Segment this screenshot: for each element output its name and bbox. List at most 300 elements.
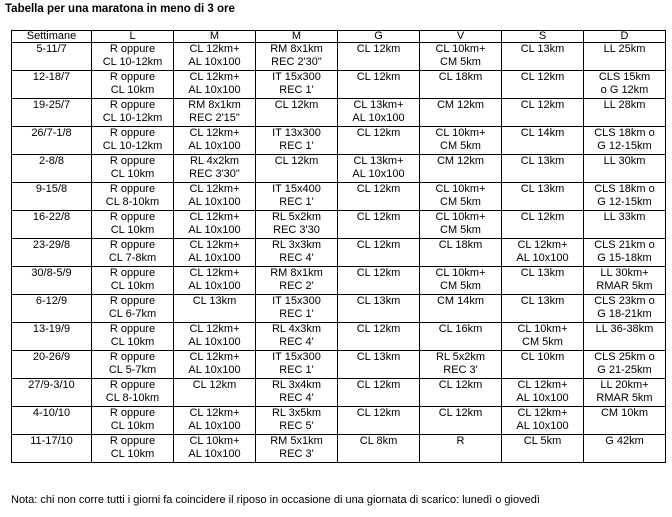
workout-line: REC 2'30" <box>271 56 322 68</box>
workout-cell-venerdi <box>420 155 502 183</box>
workout-line: R oppure <box>109 71 156 83</box>
workout-line: AL 10x100 <box>516 392 569 404</box>
workout-line: R oppure <box>109 155 156 167</box>
table-row <box>12 99 666 127</box>
workout-line: CL 10km+ <box>435 43 486 55</box>
table-row <box>12 267 666 295</box>
workout-line: CL 12km+ <box>189 71 240 83</box>
workout-line: LL 30km <box>603 155 646 167</box>
workout-cell-martedi <box>174 323 256 351</box>
workout-line: RMAR 5km <box>596 392 653 404</box>
workout-line: AL 10x100 <box>188 196 241 208</box>
workout-line: CL 12km <box>356 71 401 83</box>
workout-line: CL 10km+ <box>517 323 568 335</box>
week-cell: 9-15/8 <box>12 183 92 211</box>
workout-line: CL 13km <box>520 295 565 307</box>
workout-cell-sabato <box>502 127 584 155</box>
workout-cell-domenica <box>584 267 666 295</box>
workout-line: AL 10x100 <box>516 252 569 264</box>
training-table <box>11 30 666 463</box>
workout-cell-giovedi <box>338 295 420 323</box>
workout-cell-domenica <box>584 295 666 323</box>
workout-cell-sabato <box>502 267 584 295</box>
table-row <box>12 155 666 183</box>
workout-cell-domenica <box>584 379 666 407</box>
workout-cell-lunedi <box>92 183 174 211</box>
workout-cell-martedi <box>174 127 256 155</box>
workout-cell-martedi <box>174 351 256 379</box>
workout-line: AL 10x100 <box>188 84 241 96</box>
week-cell: 19-25/7 <box>12 99 92 127</box>
workout-line: CLS 25km o <box>594 351 655 363</box>
workout-cell-venerdi <box>420 71 502 99</box>
workout-line: CL 12km+ <box>517 407 568 419</box>
workout-line: CL 8km <box>359 435 398 447</box>
workout-line: AL 10x100 <box>188 140 241 152</box>
workout-line: R oppure <box>109 99 156 111</box>
workout-cell-sabato <box>502 351 584 379</box>
workout-line: IT 15x400 <box>272 183 321 195</box>
workout-cell-lunedi <box>92 267 174 295</box>
workout-line: LL 25km <box>603 43 646 55</box>
workout-line: CL 12km+ <box>189 127 240 139</box>
workout-cell-giovedi <box>338 99 420 127</box>
workout-cell-mercoledi <box>256 351 338 379</box>
week-cell: 23-29/8 <box>12 239 92 267</box>
workout-line: CL 10km <box>110 280 155 292</box>
workout-line: CL 10km <box>110 224 155 236</box>
workout-line: REC 4' <box>279 392 314 404</box>
workout-line: G 12-15km <box>597 140 652 152</box>
table-row <box>12 71 666 99</box>
workout-line: RMAR 5km <box>596 280 653 292</box>
workout-line: CL 12km+ <box>189 351 240 363</box>
workout-line: REC 3'30 <box>273 224 320 236</box>
workout-cell-sabato <box>502 183 584 211</box>
week-cell: 5-11/7 <box>12 43 92 71</box>
workout-line: CL 12km <box>520 99 565 111</box>
workout-line: CL 10km+ <box>435 267 486 279</box>
workout-cell-venerdi <box>420 351 502 379</box>
workout-cell-giovedi <box>338 351 420 379</box>
workout-line: CL 18km <box>438 239 483 251</box>
workout-line: RL 5x2km <box>435 351 486 363</box>
workout-line: CL 8-10km <box>105 196 160 208</box>
workout-line: REC 3'30" <box>189 168 240 180</box>
workout-cell-martedi <box>174 295 256 323</box>
workout-line: IT 13x300 <box>272 127 321 139</box>
workout-line: CL 12km <box>356 323 401 335</box>
workout-line: IT 15x300 <box>272 351 321 363</box>
workout-line: CL 10km+ <box>435 183 486 195</box>
workout-cell-domenica <box>584 155 666 183</box>
workout-line: AL 10x100 <box>352 112 405 124</box>
workout-line: CL 5km <box>523 435 562 447</box>
workout-line: AL 10x100 <box>188 224 241 236</box>
workout-line: AL 10x100 <box>188 252 241 264</box>
workout-line: CL 10-12km <box>102 140 163 152</box>
workout-line: CL 13km <box>356 295 401 307</box>
workout-cell-martedi <box>174 99 256 127</box>
table-row <box>12 239 666 267</box>
header-row <box>12 31 666 43</box>
workout-cell-mercoledi <box>256 435 338 463</box>
workout-cell-giovedi <box>338 323 420 351</box>
workout-line: RM 8x1km <box>270 267 323 279</box>
workout-line: AL 10x100 <box>352 168 405 180</box>
table-row <box>12 351 666 379</box>
table-row <box>12 323 666 351</box>
workout-cell-domenica <box>584 351 666 379</box>
workout-line: AL 10x100 <box>516 420 569 432</box>
workout-cell-venerdi <box>420 239 502 267</box>
workout-cell-mercoledi <box>256 379 338 407</box>
workout-line: CL 13km <box>356 351 401 363</box>
table-body <box>12 43 666 463</box>
table-row <box>12 183 666 211</box>
column-header-sabato: S <box>502 31 584 43</box>
table-row <box>12 295 666 323</box>
workout-line: CL 13km <box>520 155 565 167</box>
workout-line: AL 10x100 <box>188 448 241 460</box>
workout-cell-martedi <box>174 211 256 239</box>
workout-cell-lunedi <box>92 239 174 267</box>
workout-line: R oppure <box>109 379 156 391</box>
workout-line: CL 12km <box>274 155 319 167</box>
workout-line: R oppure <box>109 43 156 55</box>
workout-cell-lunedi <box>92 323 174 351</box>
workout-line: AL 10x100 <box>188 336 241 348</box>
workout-cell-domenica <box>584 71 666 99</box>
workout-line: REC 1' <box>279 84 314 96</box>
workout-line: CL 10km+ <box>189 435 240 447</box>
workout-line: LL 28km <box>603 99 646 111</box>
workout-line: RL 4x3km <box>271 323 322 335</box>
workout-line: R oppure <box>109 323 156 335</box>
workout-cell-mercoledi <box>256 295 338 323</box>
workout-cell-domenica <box>584 407 666 435</box>
workout-cell-lunedi <box>92 435 174 463</box>
workout-cell-giovedi <box>338 155 420 183</box>
workout-cell-venerdi <box>420 43 502 71</box>
workout-line: REC 5' <box>279 420 314 432</box>
workout-cell-lunedi <box>92 99 174 127</box>
workout-cell-mercoledi <box>256 183 338 211</box>
workout-cell-venerdi <box>420 211 502 239</box>
workout-line: IT 15x300 <box>272 295 321 307</box>
workout-cell-martedi <box>174 379 256 407</box>
workout-cell-domenica <box>584 211 666 239</box>
workout-line: RL 3x4km <box>271 379 322 391</box>
workout-line: CL 10km <box>110 336 155 348</box>
workout-line: CL 10-12km <box>102 56 163 68</box>
workout-cell-domenica <box>584 99 666 127</box>
workout-cell-martedi <box>174 155 256 183</box>
page-title: Tabella per una maratona in meno di 3 ore <box>5 3 235 15</box>
workout-cell-lunedi <box>92 295 174 323</box>
workout-cell-venerdi <box>420 435 502 463</box>
workout-cell-mercoledi <box>256 43 338 71</box>
workout-cell-venerdi <box>420 295 502 323</box>
workout-line: CM 10km <box>600 407 649 419</box>
workout-line: CL 12km <box>520 211 565 223</box>
week-cell: 2-8/8 <box>12 155 92 183</box>
workout-line: CLS 18km o <box>594 183 655 195</box>
workout-line: G 15-18km <box>597 252 652 264</box>
workout-cell-sabato <box>502 295 584 323</box>
column-header-venerdi: V <box>420 31 502 43</box>
week-cell: 27/9-3/10 <box>12 379 92 407</box>
table-row <box>12 379 666 407</box>
workout-cell-domenica <box>584 127 666 155</box>
workout-line: CL 12km <box>520 71 565 83</box>
week-cell: 20-26/9 <box>12 351 92 379</box>
workout-cell-giovedi <box>338 435 420 463</box>
workout-line: CL 7-8km <box>108 252 157 264</box>
workout-cell-sabato <box>502 99 584 127</box>
workout-cell-mercoledi <box>256 407 338 435</box>
workout-cell-venerdi <box>420 99 502 127</box>
workout-line: CL 10km+ <box>435 211 486 223</box>
workout-line: R oppure <box>109 351 156 363</box>
workout-line: G 18-21km <box>597 308 652 320</box>
workout-line: RM 8x1km <box>188 99 241 111</box>
workout-line: AL 10x100 <box>188 364 241 376</box>
workout-cell-mercoledi <box>256 155 338 183</box>
workout-line: CL 12km <box>356 183 401 195</box>
workout-line: RM 5x1km <box>270 435 323 447</box>
workout-line: RL 3x3km <box>271 239 322 251</box>
week-cell: 30/8-5/9 <box>12 267 92 295</box>
workout-cell-domenica <box>584 239 666 267</box>
workout-line: CL 12km+ <box>189 267 240 279</box>
table-row <box>12 43 666 71</box>
workout-cell-venerdi <box>420 127 502 155</box>
workout-cell-venerdi <box>420 379 502 407</box>
workout-line: R oppure <box>109 435 156 447</box>
workout-line: CM 12km <box>436 99 485 111</box>
workout-line: RL 3x5km <box>271 407 322 419</box>
workout-line: CL 5-7km <box>108 364 157 376</box>
workout-cell-mercoledi <box>256 267 338 295</box>
workout-line: AL 10x100 <box>188 56 241 68</box>
workout-cell-venerdi <box>420 183 502 211</box>
workout-line: CL 10km <box>110 84 155 96</box>
workout-line: REC 1' <box>279 364 314 376</box>
workout-line: CL 12km <box>438 407 483 419</box>
workout-line: CL 12km <box>356 267 401 279</box>
week-cell: 6-12/9 <box>12 295 92 323</box>
workout-cell-lunedi <box>92 211 174 239</box>
workout-cell-sabato <box>502 43 584 71</box>
workout-line: CL 12km+ <box>517 379 568 391</box>
workout-cell-venerdi <box>420 323 502 351</box>
workout-line: CLS 18km o <box>594 127 655 139</box>
workout-line: CL 12km <box>274 99 319 111</box>
workout-cell-lunedi <box>92 43 174 71</box>
workout-cell-lunedi <box>92 351 174 379</box>
workout-line: CL 16km <box>438 323 483 335</box>
table-row <box>12 211 666 239</box>
workout-line: LL 33km <box>603 211 646 223</box>
workout-cell-sabato <box>502 71 584 99</box>
workout-line: CL 13km+ <box>353 99 404 111</box>
workout-line: CL 13km <box>520 43 565 55</box>
workout-line: CLS 21km o <box>594 239 655 251</box>
workout-line: CM 5km <box>440 280 481 292</box>
workout-line: CL 12km <box>192 379 237 391</box>
workout-cell-giovedi <box>338 43 420 71</box>
workout-line: CM 5km <box>440 224 481 236</box>
workout-line: CL 13km <box>192 295 237 307</box>
column-header-settimane: Settimane <box>12 31 92 43</box>
table-row <box>12 435 666 463</box>
workout-line: LL 36-38km <box>595 323 654 335</box>
workout-line: CL 12km+ <box>189 239 240 251</box>
workout-line: REC 2'15" <box>189 112 240 124</box>
workout-line: R oppure <box>109 239 156 251</box>
workout-line: CL 8-10km <box>105 392 160 404</box>
workout-cell-martedi <box>174 183 256 211</box>
workout-line: CL 12km <box>356 407 401 419</box>
workout-line: G 12-15km <box>597 196 652 208</box>
workout-cell-giovedi <box>338 127 420 155</box>
workout-cell-lunedi <box>92 407 174 435</box>
workout-line: CL 10km+ <box>435 127 486 139</box>
workout-line: R <box>456 435 465 447</box>
week-cell: 12-18/7 <box>12 71 92 99</box>
workout-cell-sabato <box>502 239 584 267</box>
workout-cell-domenica <box>584 323 666 351</box>
workout-line: RM 8x1km <box>270 43 323 55</box>
workout-line: CL 12km <box>356 43 401 55</box>
workout-cell-mercoledi <box>256 323 338 351</box>
workout-cell-martedi <box>174 43 256 71</box>
workout-cell-lunedi <box>92 155 174 183</box>
week-cell: 11-17/10 <box>12 435 92 463</box>
workout-line: CL 12km+ <box>189 183 240 195</box>
workout-line: CL 10km <box>520 351 565 363</box>
workout-line: R oppure <box>109 267 156 279</box>
workout-cell-giovedi <box>338 407 420 435</box>
workout-cell-lunedi <box>92 71 174 99</box>
workout-cell-martedi <box>174 267 256 295</box>
workout-cell-sabato <box>502 435 584 463</box>
workout-line: REC 1' <box>279 196 314 208</box>
workout-line: CL 12km+ <box>189 43 240 55</box>
workout-line: CM 5km <box>440 56 481 68</box>
workout-cell-giovedi <box>338 267 420 295</box>
workout-cell-giovedi <box>338 71 420 99</box>
workout-line: R oppure <box>109 295 156 307</box>
workout-cell-martedi <box>174 71 256 99</box>
workout-line: R oppure <box>109 211 156 223</box>
column-header-giovedi: G <box>338 31 420 43</box>
workout-line: CLS 23km o <box>594 295 655 307</box>
workout-line: R oppure <box>109 407 156 419</box>
workout-line: CL 10km <box>110 168 155 180</box>
workout-cell-martedi <box>174 239 256 267</box>
workout-line: R oppure <box>109 183 156 195</box>
workout-cell-lunedi <box>92 379 174 407</box>
workout-cell-martedi <box>174 435 256 463</box>
workout-line: REC 4' <box>279 336 314 348</box>
workout-cell-mercoledi <box>256 99 338 127</box>
workout-line: LL 30km+ <box>600 267 649 279</box>
workout-cell-mercoledi <box>256 239 338 267</box>
workout-line: CL 12km+ <box>189 407 240 419</box>
workout-cell-giovedi <box>338 211 420 239</box>
column-header-lunedi: L <box>92 31 174 43</box>
workout-line: G 21-25km <box>597 364 652 376</box>
workout-cell-mercoledi <box>256 71 338 99</box>
workout-line: CL 13km <box>520 183 565 195</box>
workout-cell-domenica <box>584 183 666 211</box>
workout-line: CL 12km <box>356 127 401 139</box>
workout-line: CL 14km <box>520 127 565 139</box>
workout-line: CL 10-12km <box>102 112 163 124</box>
week-cell: 13-19/9 <box>12 323 92 351</box>
workout-line: RL 4x2km <box>189 155 240 167</box>
workout-line: AL 10x100 <box>188 420 241 432</box>
workout-line: REC 4' <box>279 252 314 264</box>
workout-line: CL 12km <box>356 211 401 223</box>
workout-cell-giovedi <box>338 183 420 211</box>
workout-line: o G 12km <box>600 84 649 96</box>
workout-cell-sabato <box>502 155 584 183</box>
workout-line: REC 1' <box>279 140 314 152</box>
workout-line: CL 12km+ <box>189 323 240 335</box>
workout-line: LL 20km+ <box>600 379 649 391</box>
workout-cell-mercoledi <box>256 211 338 239</box>
workout-line: G 42km <box>605 435 644 447</box>
workout-line: REC 3' <box>443 364 478 376</box>
workout-cell-giovedi <box>338 379 420 407</box>
week-cell: 4-10/10 <box>12 407 92 435</box>
workout-cell-domenica <box>584 435 666 463</box>
column-header-martedi: M <box>174 31 256 43</box>
workout-line: CLS 15km <box>598 71 651 83</box>
workout-line: R oppure <box>109 127 156 139</box>
workout-line: RL 5x2km <box>271 211 322 223</box>
workout-line: CL 18km <box>438 71 483 83</box>
table-row <box>12 127 666 155</box>
workout-cell-domenica <box>584 43 666 71</box>
workout-line: CL 12km+ <box>189 211 240 223</box>
workout-cell-sabato <box>502 407 584 435</box>
workout-line: AL 10x100 <box>188 280 241 292</box>
workout-line: CM 12km <box>436 155 485 167</box>
workout-line: CL 6-7km <box>108 308 157 320</box>
workout-line: CL 10km <box>110 420 155 432</box>
workout-line: CL 13km+ <box>353 155 404 167</box>
workout-line: CM 5km <box>522 336 563 348</box>
week-cell: 26/7-1/8 <box>12 127 92 155</box>
workout-cell-giovedi <box>338 239 420 267</box>
workout-line: REC 1' <box>279 308 314 320</box>
workout-line: CL 13km <box>520 267 565 279</box>
workout-line: IT 15x300 <box>272 71 321 83</box>
workout-cell-sabato <box>502 211 584 239</box>
workout-cell-sabato <box>502 323 584 351</box>
workout-cell-mercoledi <box>256 127 338 155</box>
workout-line: CL 12km <box>356 239 401 251</box>
workout-cell-lunedi <box>92 127 174 155</box>
workout-line: CM 5km <box>440 140 481 152</box>
workout-line: REC 3' <box>279 448 314 460</box>
workout-line: CL 12km <box>356 379 401 391</box>
workout-line: CL 10km <box>110 448 155 460</box>
